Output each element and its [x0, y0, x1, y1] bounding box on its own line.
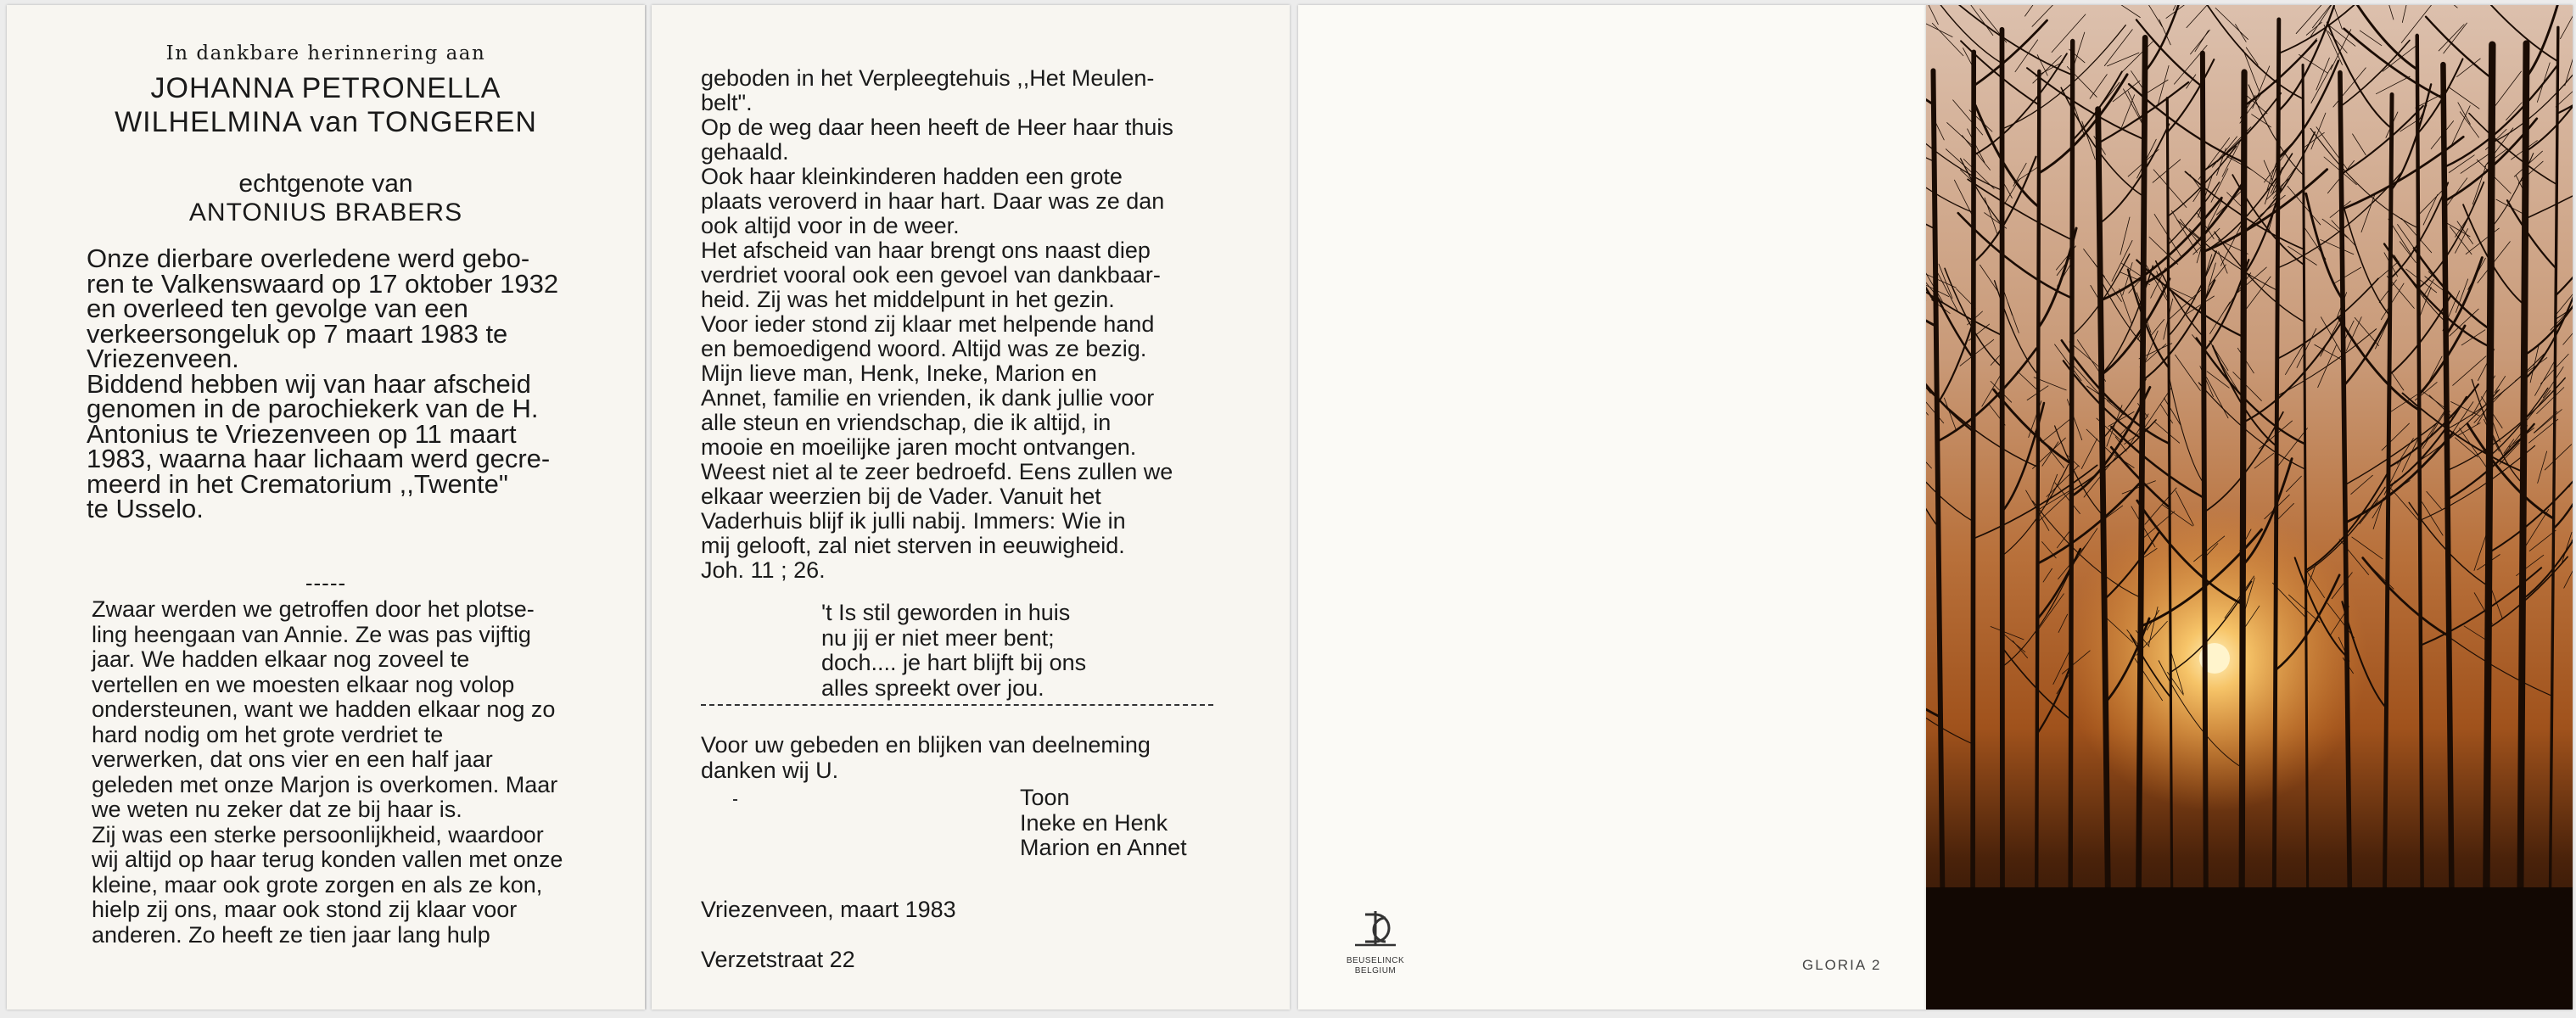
deceased-name-line1: JOHANNA PETRONELLA — [150, 72, 501, 104]
in-memory-heading: In dankbare herinnering aan — [165, 42, 486, 64]
ground — [1926, 887, 2573, 1010]
dashed-divider — [701, 704, 1213, 706]
thanks-note: Voor uw gebeden en blijken van deelneming danken wij U. — [701, 732, 1151, 783]
tree-trunk — [2070, 42, 2073, 938]
publisher-name-line2: BELGIUM — [1354, 966, 1397, 976]
obituary-body: Zwaar werden we getroffen door het plotse- ling heengaan van Annie. Ze was pas vijftig jaar. We hadden elkaar nog zoveel te vertellen en we moesten elkaar nog volop ondersteunen, want we hadden elkaar nog zo hard nodig om het grote verdriet te verwerken, dat ons vier en een half jaar geleden met onze Marjon is overkomen. Maar we weten nu zeker dat ze bij haar is. Zij was een sterke persoonlijkheid, waardoor wij altijd op haar terug konden vallen met onze kleine, maar ook grote zorgen en als ze kon, hielp zij ons, maar ook stond zij klaar voor anderen. Zo heeft ze tien jaar lang hulp — [92, 596, 563, 948]
publisher-logo — [1337, 908, 1414, 976]
memorial-card-panel-left — [7, 5, 645, 1010]
address: Verzetstraat 22 — [701, 946, 855, 972]
obituary-intro: Onze dierbare overledene werd gebo- ren te Valkenswaard op 17 oktober 1932 en overleed ten gevolge van een verkeersongeluk op 7 maart 1983 te Vriezenveen. Biddend hebben wij van haar afscheid genomen in de parochiekerk van de H. Antonius te Vriezenveen op 11 maart 1983, waarna haar lichaam werd gecre- meerd in het Crematorium ,,Twente" te Usselo. — [87, 243, 559, 523]
memorial-card-back-blank — [1298, 5, 1926, 1010]
publisher-name-line1: BEUSELINCK — [1346, 956, 1405, 965]
section-separator: ----- — [305, 570, 347, 596]
family-signature: Toon Ineke en Henk Marion en Annet — [1020, 785, 1187, 860]
series-code: GLORIA 2 — [1802, 957, 1882, 973]
deceased-name-line2: WILHELMINA van TONGEREN — [115, 106, 537, 138]
place-date: Vriezenveen, maart 1983 — [701, 896, 956, 922]
beuselinck-logo-icon — [1350, 908, 1401, 952]
deceased-name — [7, 71, 645, 139]
obituary-continued: geboden in het Verpleegtehuis ,,Het Meulen- belt". Op de weg daar heen heeft de Heer haar thuis gehaald. Ook haar kleinkinderen hadden een grote plaats veroverd in haar hart. Daar was ze dan ook altijd voor in de weer. Het afscheid van haar brengt ons naast diep verdriet vooral ook een gevoel van dankbaar- heid. Zij was het middelpunt in het gezin. Voor ieder stond zij klaar met helpende hand en bemoedigend woord. Altijd was ze bezig. Mijn lieve man, Henk, Ineke, Marion en Annet, familie en vrienden, ik dank jullie voor alle steun en vriendschap, die ik altijd, in mooie en moeilijke jaren mocht ontvangen. Weest niet al te zeer bedroefd. Eens zullen we elkaar weerzien bij de Vader. Vanuit het Vaderhuis blijf ik julli nabij. Immers: Wie in mij gelooft, zal niet sterven in eeuwigheid. Joh. 11 ; 26. — [701, 65, 1173, 583]
poem: 't Is stil geworden in huis nu jij er niet meer bent; doch.... je hart blijft bij ons alles spreekt over jou. — [821, 600, 1087, 701]
spouse-label: echtgenote van — [238, 170, 413, 198]
sunset-photo-panel — [1926, 5, 2573, 1010]
publisher-name — [1337, 956, 1414, 976]
tree-trunk — [2242, 72, 2244, 938]
ink-mark — [733, 799, 737, 801]
memorial-card-panel-middle — [652, 5, 1290, 1010]
spouse-name: ANTONIUS BRABERS — [188, 199, 463, 227]
fold-shadow — [645, 5, 647, 1010]
tree-silhouettes-at-sunset-icon — [1926, 5, 2573, 1010]
place-and-address — [701, 872, 1217, 998]
tree-trunk — [1973, 52, 1974, 938]
sky — [1926, 5, 2573, 1010]
